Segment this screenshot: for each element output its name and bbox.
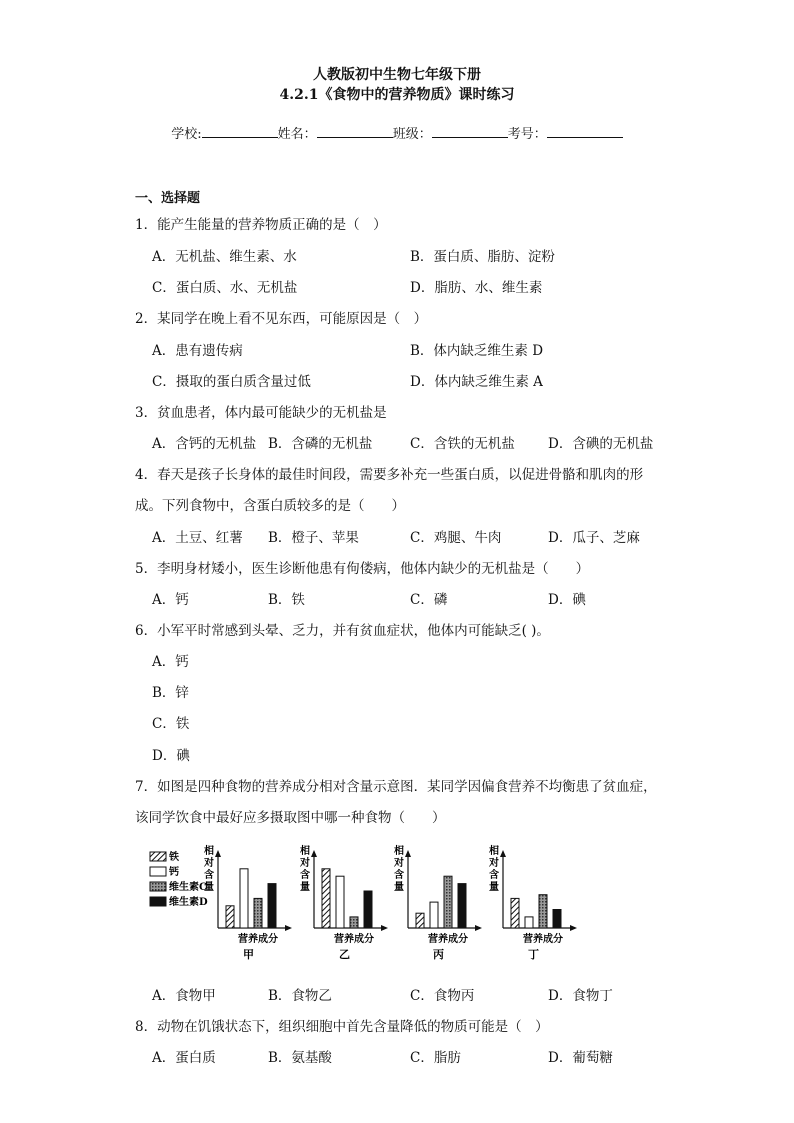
question-4-option-b: B．橙子、苹果 xyxy=(268,530,359,546)
question-3-option-c: C．含铁的无机盐 xyxy=(410,436,515,452)
y-axis-label-char: 量 xyxy=(204,882,214,893)
question-5-stem: 5．李明身材矮小，医生诊断他患有佝偻病，他体内缺少的无机盐是（ ） xyxy=(135,561,590,577)
question-8-option-d: D．葡萄糖 xyxy=(548,1050,613,1066)
bar-甲-铁 xyxy=(226,906,234,928)
x-axis-arrow xyxy=(570,925,577,931)
bar-乙-钙 xyxy=(336,876,344,928)
panel-name-丙: 丙 xyxy=(433,948,444,961)
question-2-option-a: A．患有遗传病 xyxy=(152,343,243,359)
question-4-stem: 4．春天是孩子长身体的最佳时间段，需要多补充一些蛋白质，以促进骨骼和肌肉的形 xyxy=(135,467,644,483)
nutrient-bar-chart xyxy=(140,838,600,968)
panel-name-丁: 丁 xyxy=(528,948,539,961)
x-axis-label: 营养成分 xyxy=(334,934,374,945)
legend-swatch-3 xyxy=(150,897,166,906)
y-axis-arrow xyxy=(500,850,506,857)
panel-name-甲: 甲 xyxy=(243,948,254,961)
question-3-stem: 3．贫血患者，体内最可能缺少的无机盐是 xyxy=(135,405,387,421)
question-2-option-c: C．摄取的蛋白质含量过低 xyxy=(152,374,311,390)
legend-label-1: 钙 xyxy=(169,867,179,878)
question-3-option-a: A．含钙的无机盐 xyxy=(152,436,257,452)
question-6-option-d: D．碘 xyxy=(152,748,190,764)
question-4-option-d: D．瓜子、芝麻 xyxy=(548,530,640,546)
class-label: 班级： xyxy=(392,127,432,142)
bar-甲-维生素D xyxy=(268,884,276,928)
chart-panel-丙 xyxy=(393,844,482,961)
chart-panel-丁 xyxy=(488,844,577,961)
bar-丁-钙 xyxy=(525,917,533,928)
question-7-option-b: B．食物乙 xyxy=(268,988,332,1004)
bar-甲-维生素C xyxy=(254,898,262,928)
question-8-option-b: B．氨基酸 xyxy=(268,1050,332,1066)
question-5-option-b: B．铁 xyxy=(268,592,305,608)
question-7-option-c: C．食物丙 xyxy=(410,988,475,1004)
question-4-stem-cont: 成。下列食物中，含蛋白质较多的是（ ） xyxy=(135,498,405,514)
question-5-option-d: D．碘 xyxy=(548,592,586,608)
question-6-stem: 6．小军平时常感到头晕、乏力，并有贫血症状，他体内可能缺乏( )。 xyxy=(135,623,550,639)
bar-甲-钙 xyxy=(240,869,248,928)
doc-subtitle: 4.2.1《食物中的营养物质》课时练习 xyxy=(279,87,515,103)
chart-panel-乙 xyxy=(299,844,388,961)
y-axis-label-char: 含 xyxy=(204,870,214,881)
question-1-option-c: C．蛋白质、水、无机盐 xyxy=(152,280,298,296)
y-axis-label-char: 量 xyxy=(489,882,499,893)
y-axis-label-char: 含 xyxy=(300,870,310,881)
exam-no-blank xyxy=(547,125,623,138)
question-4-option-a: A．土豆、红薯 xyxy=(152,530,243,546)
school-label: 学校: xyxy=(171,127,202,142)
bar-丁-铁 xyxy=(511,898,519,928)
bar-丙-维生素C xyxy=(444,876,452,928)
question-8-option-c: C．脂肪 xyxy=(410,1050,461,1066)
y-axis-arrow xyxy=(311,850,317,857)
question-1-stem: 1．能产生能量的营养物质正确的是（ ） xyxy=(135,217,387,233)
y-axis-label-char: 相 xyxy=(489,846,499,857)
question-2-stem: 2．某同学在晚上看不见东西，可能原因是（ ） xyxy=(135,311,428,327)
question-8-option-a: A．蛋白质 xyxy=(152,1050,216,1066)
bar-丙-铁 xyxy=(416,913,424,928)
question-5-option-c: C．磷 xyxy=(410,592,448,608)
legend-swatch-1 xyxy=(150,867,166,876)
bar-乙-铁 xyxy=(322,869,330,928)
x-axis-arrow xyxy=(381,925,388,931)
question-1-option-a: A．无机盐、维生素、水 xyxy=(152,249,297,265)
bar-丙-维生素D xyxy=(458,884,466,928)
y-axis-label-char: 含 xyxy=(489,870,499,881)
question-3-option-d: D．含碘的无机盐 xyxy=(548,436,654,452)
question-7-stem: 7．如图是四种食物的营养成分相对含量示意图．某同学因偏食营养不均衡患了贫血症， xyxy=(135,779,657,795)
question-1-option-b: B．蛋白质、脂肪、淀粉 xyxy=(410,249,555,265)
name-label: 姓名： xyxy=(277,127,317,142)
question-2-option-b: B．体内缺乏维生素 D xyxy=(410,343,544,359)
section-heading: 一、选择题 xyxy=(135,191,201,206)
y-axis-label-char: 对 xyxy=(394,858,404,869)
question-3-option-b: B．含磷的无机盐 xyxy=(268,436,373,452)
y-axis-label-char: 相 xyxy=(394,846,404,857)
y-axis-label-char: 对 xyxy=(300,858,310,869)
question-6-option-c: C．铁 xyxy=(152,716,190,732)
question-1-option-d: D．脂肪、水、维生素 xyxy=(410,280,543,296)
chart-panel-甲 xyxy=(203,844,292,961)
x-axis-label: 营养成分 xyxy=(238,934,278,945)
question-7-stem-cont: 该同学饮食中最好应多摄取图中哪一种食物（ ） xyxy=(135,810,446,826)
name-blank xyxy=(317,125,393,138)
legend-label-0: 铁 xyxy=(169,852,179,863)
x-axis-arrow xyxy=(475,925,482,931)
y-axis-label-char: 相 xyxy=(204,846,214,857)
question-4-option-c: C．鸡腿、牛肉 xyxy=(410,530,502,546)
x-axis-arrow xyxy=(285,925,292,931)
student-info-line xyxy=(0,123,794,142)
y-axis-label-char: 相 xyxy=(300,846,310,857)
question-6-option-a: A．钙 xyxy=(152,654,189,670)
panel-name-乙: 乙 xyxy=(339,948,350,961)
exam-no-label: 考号： xyxy=(507,127,547,142)
legend-swatch-2 xyxy=(150,882,166,891)
question-8-stem: 8．动物在饥饿状态下，组织细胞中首先含量降低的物质可能是（ ） xyxy=(135,1019,549,1035)
bar-乙-维生素C xyxy=(350,917,358,928)
school-blank xyxy=(202,125,278,138)
legend-label-2: 维生素C xyxy=(169,882,207,893)
question-5-option-a: A．钙 xyxy=(152,592,189,608)
question-7-option-a: A．食物甲 xyxy=(152,988,216,1004)
y-axis-label-char: 对 xyxy=(489,858,499,869)
legend-swatch-0 xyxy=(150,852,166,861)
x-axis-label: 营养成分 xyxy=(523,934,563,945)
bar-丁-维生素D xyxy=(553,910,561,929)
doc-title: 人教版初中生物七年级下册 xyxy=(313,67,481,83)
question-7-option-d: D．食物丁 xyxy=(548,988,613,1004)
y-axis-label-char: 含 xyxy=(394,870,404,881)
bar-丙-钙 xyxy=(430,902,438,928)
x-axis-label: 营养成分 xyxy=(428,934,468,945)
y-axis-arrow xyxy=(215,850,221,857)
legend-label-3: 维生素D xyxy=(169,897,208,908)
bar-丁-维生素C xyxy=(539,895,547,928)
question-2-option-d: D．体内缺乏维生素 A xyxy=(410,374,543,390)
chart-panels xyxy=(203,844,577,961)
bar-乙-维生素D xyxy=(364,891,372,928)
chart-legend xyxy=(150,850,208,908)
y-axis-label-char: 对 xyxy=(204,858,214,869)
y-axis-arrow xyxy=(405,850,411,857)
y-axis-label-char: 量 xyxy=(300,882,310,893)
y-axis-label-char: 量 xyxy=(394,882,404,893)
class-blank xyxy=(432,125,508,138)
question-6-option-b: B．锌 xyxy=(152,685,189,701)
